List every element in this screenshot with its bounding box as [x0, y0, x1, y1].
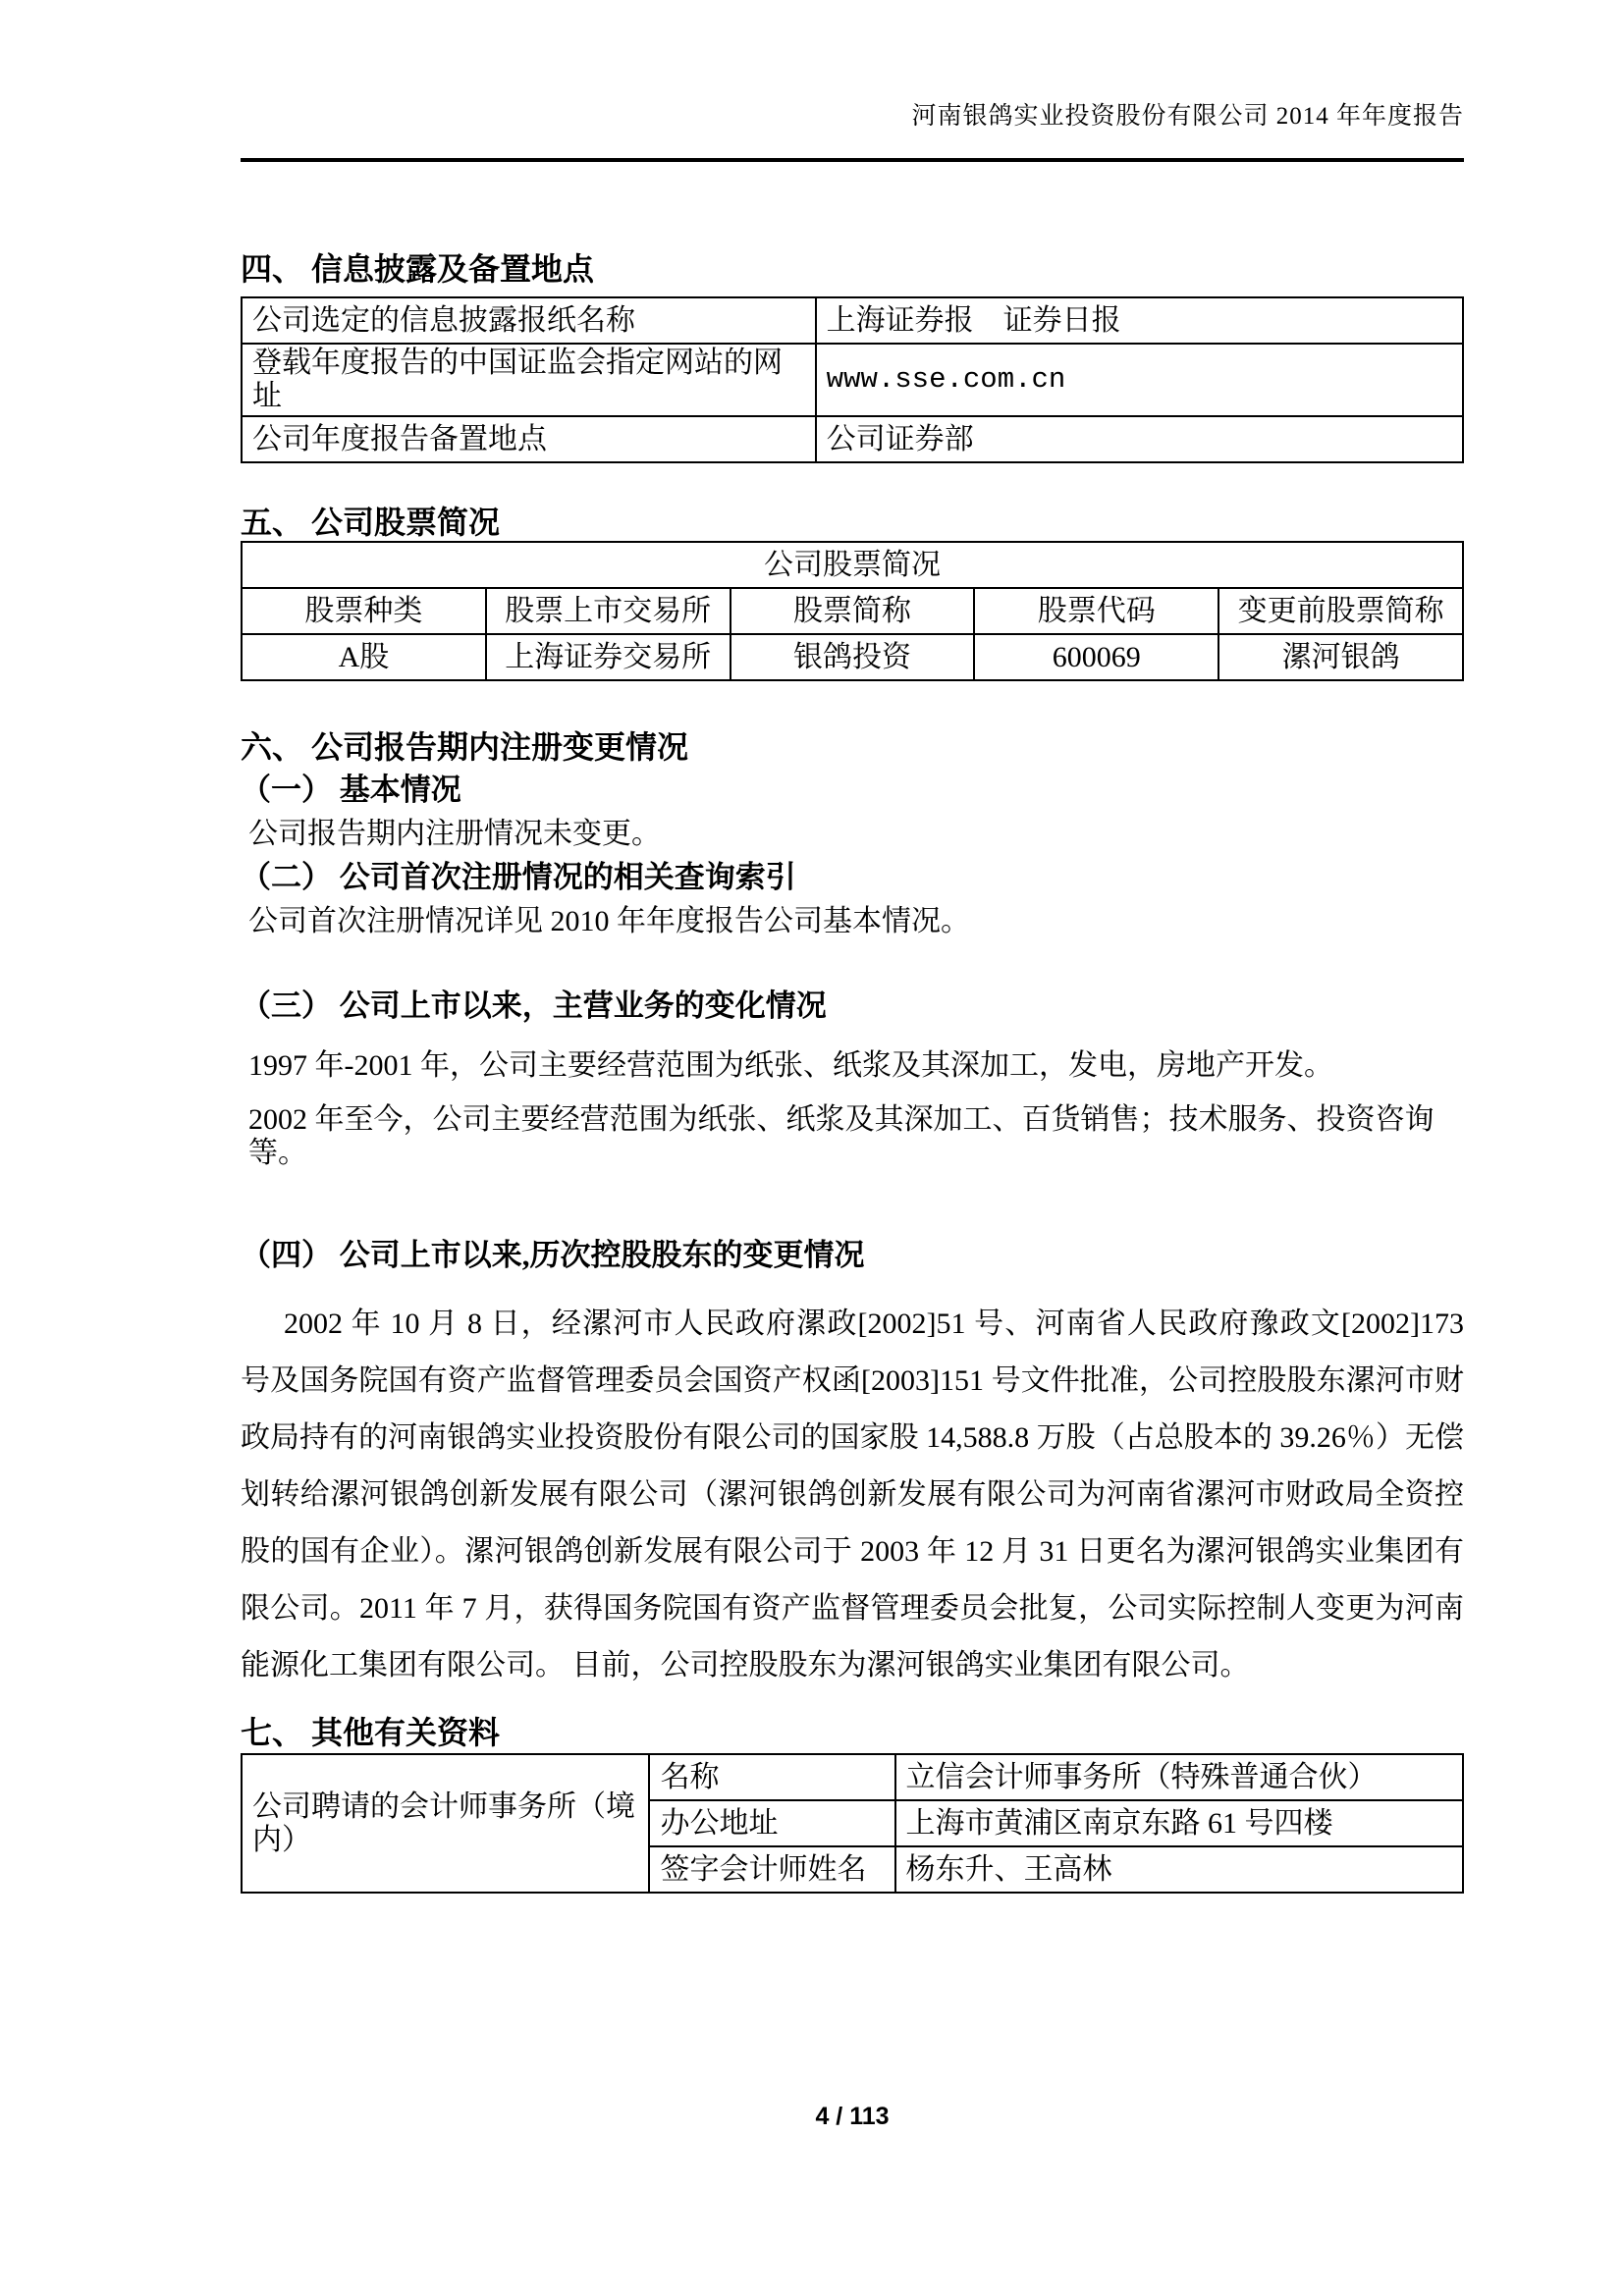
section-5-title: 五、 公司股票简况 — [241, 505, 501, 540]
table-cell-group-label: 公司聘请的会计师事务所（境内） — [242, 1754, 649, 1893]
header-divider — [241, 158, 1464, 162]
page-content — [241, 0, 1464, 1894]
subsection-2-title: （二） 公司首次注册情况的相关查询索引 — [241, 860, 796, 894]
table-cell: 上海证券交易所 — [486, 634, 731, 680]
subsection-3-title: （三） 公司上市以来，主营业务的变化情况 — [241, 988, 827, 1023]
column-header: 股票上市交易所 — [486, 588, 731, 634]
column-header: 股票代码 — [974, 588, 1218, 634]
table-cell-value: 立信会计师事务所（特殊普通合伙） — [895, 1754, 1463, 1800]
subsection-4-paragraph: 2002 年 10 月 8 日，经漯河市人民政府漯政[2002]51 号、河南省人民政府豫政文[2002]173 号及国务院国有资产监督管理委员会国资产权函[2003]151 号文件批准，公司控股股东漯河市财政局持有的河南银鸽实业投资股份有限公司的国家股 14,588.8 万股（占总股本的 39.26％）无偿划转给漯河银鸽创新发展有限公司（漯河银鸽创新发展有限公司为河南省漯河市财政局全资控股的国有企业）。漯河银鸽创新发展有限公司于 2003 年 12 月 31 日更名为漯河银鸽实业集团有限公司。2011 年 7 月，获得国务院国有资产监督管理委员会批复，公司实际控制人变更为河南能源化工集团有限公司。 目前，公司控股股东为漯河银鸽实业集团有限公司。 — [241, 1308, 1464, 1682]
table-cell-label: 办公地址 — [649, 1800, 894, 1846]
table-cell-label: 签字会计师姓名 — [649, 1846, 894, 1893]
table-cell: 600069 — [974, 634, 1218, 680]
table-row — [242, 416, 1463, 462]
table-cell-label: 名称 — [649, 1754, 894, 1800]
table-cell-value: 杨东升、王高林 — [895, 1846, 1463, 1893]
table-row — [242, 634, 1463, 680]
table-cell: A股 — [242, 634, 486, 680]
column-header: 变更前股票简称 — [1218, 588, 1463, 634]
subsection-3-paragraph-2: 2002 年至今，公司主要经营范围为纸张、纸浆及其深加工、百货销售；技术服务、投资咨询等。 — [248, 1103, 1435, 1169]
table-cell-value: 上海市黄浦区南京东路 61 号四楼 — [895, 1800, 1463, 1846]
table-row — [242, 1754, 1463, 1800]
table-cell-value: 公司证券部 — [816, 416, 1463, 462]
column-header: 股票种类 — [242, 588, 486, 634]
table-caption-row — [242, 542, 1463, 588]
table-cell-label: 公司年度报告备置地点 — [242, 416, 816, 462]
accounting-firm-table — [241, 1753, 1464, 1894]
table-cell: 漯河银鸽 — [1218, 634, 1463, 680]
subsection-1-text: 公司报告期内注册情况未变更。 — [248, 818, 661, 850]
subsection-1-title: （一） 基本情况 — [241, 773, 461, 807]
table-cell-label: 登载年度报告的中国证监会指定网站的网址 — [242, 344, 816, 416]
section-6-title: 六、 公司报告期内注册变更情况 — [241, 729, 689, 765]
page-number: 4 / 113 — [815, 2103, 890, 2130]
stock-summary-table — [241, 541, 1464, 681]
table-cell-value: 上海证券报 证券日报 — [816, 297, 1463, 344]
subsection-2-text: 公司首次注册情况详见 2010 年年度报告公司基本情况。 — [248, 905, 970, 937]
subsection-3-paragraph-1: 1997 年-2001 年，公司主要经营范围为纸张、纸浆及其深加工，发电，房地产开发。 — [248, 1049, 1333, 1082]
table-cell-label: 公司选定的信息披露报纸名称 — [242, 297, 816, 344]
section-7-title: 七、 其他有关资料 — [241, 1715, 501, 1750]
table-cell: 银鸽投资 — [731, 634, 975, 680]
report-header-text: 河南银鸽实业投资股份有限公司 2014 年年度报告 — [911, 103, 1464, 130]
table-caption: 公司股票简况 — [242, 542, 1463, 588]
subsection-4-title: （四） 公司上市以来,历次控股股东的变更情况 — [241, 1238, 865, 1272]
section-4-title: 四、 信息披露及备置地点 — [241, 251, 595, 287]
disclosure-table — [241, 296, 1464, 463]
table-row — [242, 297, 1463, 344]
table-row — [242, 344, 1463, 416]
column-header: 股票简称 — [731, 588, 975, 634]
table-cell-value-url: www.sse.com.cn — [816, 344, 1463, 416]
table-header-row — [242, 588, 1463, 634]
